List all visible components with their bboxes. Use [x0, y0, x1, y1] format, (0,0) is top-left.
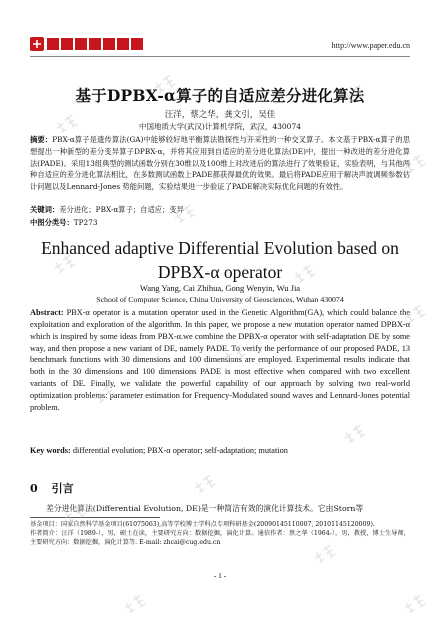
abstract-zh-label: 摘要：	[30, 135, 53, 144]
section-number: 0	[30, 482, 38, 495]
footnote-author: 作者简介：汪洋（1989-），男，硕士在读，主要研究方向：数据挖掘，演化计算。通信作者：蔡之华（1964-），男，教授，博士生导师，主要研究方向：数据挖掘，演化计算等. E-mail: zhcai@cug.edu.cn	[30, 530, 410, 547]
section-first-line: 差分进化算法(Differential Evolution, DE)是一种简洁有效的演化计算技术。它由Storn等	[46, 504, 364, 513]
abstract-en	[30, 307, 410, 414]
classification-zh	[30, 218, 410, 228]
footnote	[30, 520, 410, 548]
keywords-en-label: Key words:	[30, 446, 71, 455]
footnote-funding: 基金项目：国家自然科学基金项目(61075063),高等学校博士学科点专项科研基金(20090145110007, 20101145120009).	[30, 521, 375, 528]
page-number: - 1 -	[213, 571, 227, 580]
site-logo[interactable]	[30, 36, 170, 52]
footnote-divider	[30, 517, 160, 518]
keywords-en	[30, 446, 410, 455]
affiliation-en: School of Computer Science, China University of Geosciences, Wuhan 430074	[96, 295, 344, 304]
header-divider	[30, 56, 410, 57]
affiliation-zh: 中国地质大学(武汉)计算机学院，武汉，430074	[139, 122, 301, 131]
site-url[interactable]: http://www.paper.edu.cn	[331, 41, 410, 50]
watermark-stamp	[120, 590, 150, 620]
abstract-en-text: PBX-α operator is a mutation operator used in the Genetic Algorithm(GA), which could balance the exploitation and exploration of the algorithm. In this paper, we propose a new mutation operator named DPBX-α which is inspired by some ideas from PBX-α.we combine the DPBX-α operator with self-adaptation DE by some way, and then propose a new variant of DE, namely PADE. To verify the performance of our proposed PADE, 13 benchmark functions with 30 dimensions and 100 dimensions are employed. Experimental results indicate that both in the 30 dimensions and 100 dimensions PADE is most effective when compared with two excellent variants of DE. Finally, we validate the powerful capability of our approach by solving two real-world optimization problems: parameter estimation for Frequency-Modulated sound waves and Lennard-Jones potential problem.	[30, 308, 410, 412]
title-zh: 基于DPBX-α算子的自适应差分进化算法	[75, 86, 365, 105]
title-en: Enhanced adaptive Differential Evolution based on DPBX-α operator	[41, 238, 399, 282]
abstract-zh-text: PBX-α算子是遗传算法(GA)中能够较好地平衡算法勘探性与开采性的一种交叉算子。本文基于PBX-α算子的思想提出一种新型的差分变异算子DPBX-α，并将其应用到自适应的差分进化算法(DE)中，提出一种改进的差分进化算法(PADE)。采用13组典型的测试函数分别在30维以及100维上对改进后的算法进行了效果验证，实验表明，与其他两种自适应的差分进化算法相比，在多数测试函数上PADE都获得最优的效果。最后将PADE应用于解决声波调频参数估计问题以及Lennard-Jones 势能问题，实验结果进一步验证了PADE解决实际优化问题的有效性。	[30, 135, 411, 192]
keywords-zh-text: 差分进化；PBX-α算子；自适应；变异	[59, 205, 184, 214]
abstract-en-label: Abstract:	[30, 308, 64, 317]
classification-zh-label: 中图分类号：	[30, 218, 74, 227]
keywords-zh	[30, 205, 410, 215]
watermark-stamp	[400, 590, 430, 620]
keywords-zh-label: 关键词：	[30, 205, 60, 214]
abstract-zh	[30, 134, 410, 193]
classification-zh-text: TP273	[73, 218, 98, 227]
authors-zh: 汪洋，蔡之华，龚文引，吴佳	[164, 110, 276, 120]
keywords-en-text: differential evolution; PBX-α operator; self-adaptation; mutation	[72, 446, 288, 455]
authors-en: Wang Yang, Cai Zhihua, Gong Wenyin, Wu Jia	[139, 283, 301, 293]
page-header	[0, 0, 440, 62]
section-heading	[30, 480, 410, 496]
section-title: 引言	[51, 482, 74, 495]
